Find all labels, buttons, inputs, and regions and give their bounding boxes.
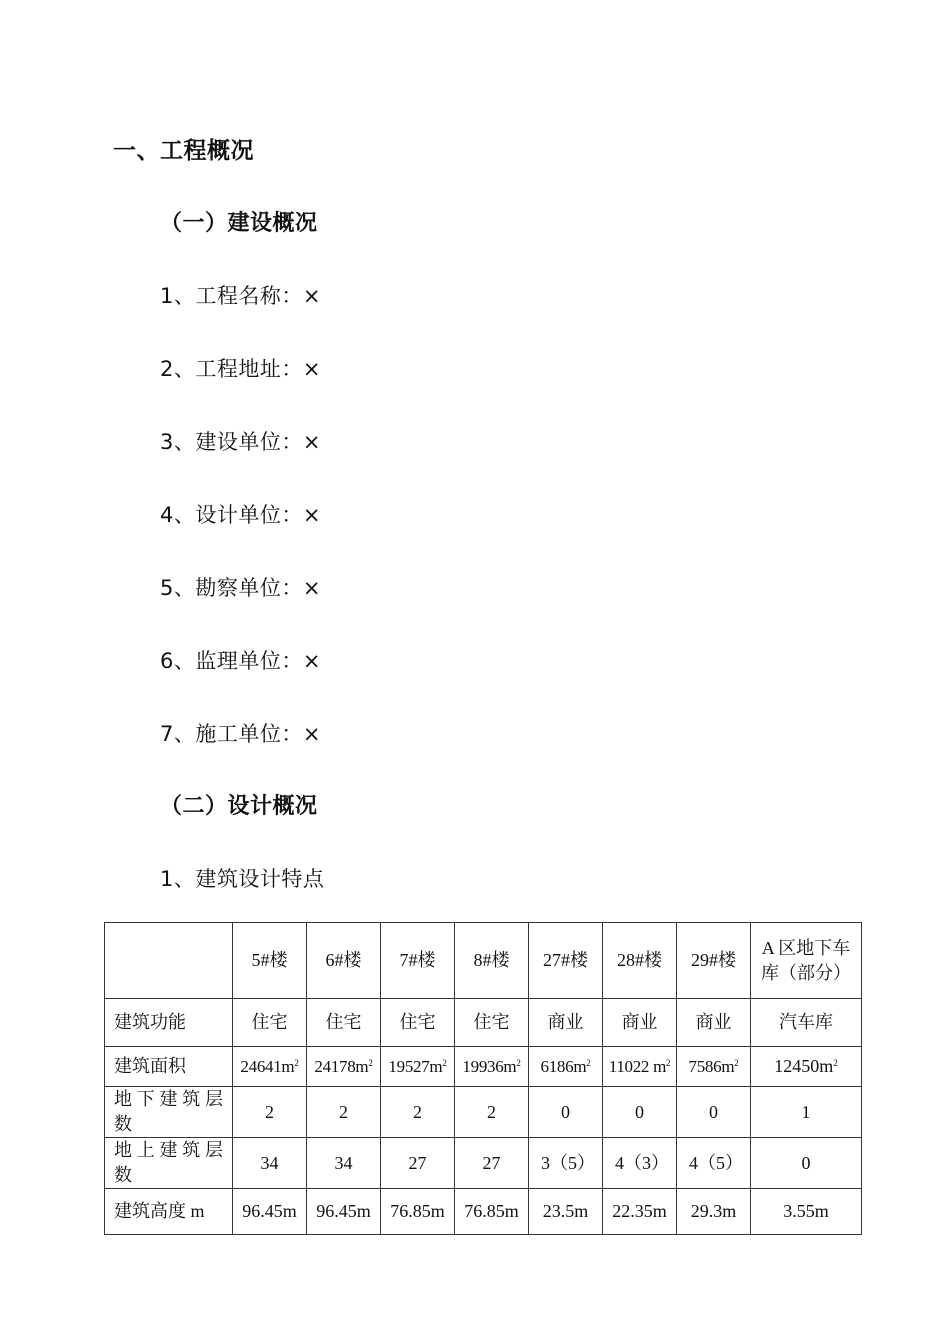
table-row	[105, 999, 862, 1047]
survey-unit-line: 5、勘察单位：×	[160, 576, 321, 600]
area-value: 12450m	[774, 1056, 834, 1076]
area-value: 24641m	[240, 1057, 295, 1076]
table-cell: 商业	[529, 999, 603, 1047]
area-value: 19936m	[462, 1057, 517, 1076]
project-address-line: 2、工程地址：×	[160, 357, 321, 381]
row-label: 建筑面积	[105, 1047, 233, 1087]
table-cell	[603, 1047, 677, 1087]
table-cell	[677, 1047, 751, 1087]
row-label: 地下建筑层数	[105, 1087, 233, 1138]
header-cell: 5#楼	[233, 923, 307, 999]
header-cell: 29#楼	[677, 923, 751, 999]
building-spec-table	[104, 922, 862, 1235]
area-unit-sup: 2	[516, 1058, 521, 1068]
area-unit-sup: 2	[833, 1058, 838, 1068]
table-cell: 2	[455, 1087, 529, 1138]
row-label: 建筑高度 m	[105, 1189, 233, 1235]
table-row	[105, 1189, 862, 1235]
table-cell	[751, 1047, 862, 1087]
table-cell: 3.55m	[751, 1189, 862, 1235]
area-value: 24178m	[314, 1057, 369, 1076]
table-cell: 汽车库	[751, 999, 862, 1047]
table-cell: 3（5）	[529, 1138, 603, 1189]
table-cell: 4（3）	[603, 1138, 677, 1189]
table-cell: 商业	[677, 999, 751, 1047]
area-value: 6186m	[540, 1057, 587, 1076]
table-cell: 27	[381, 1138, 455, 1189]
table-cell: 2	[381, 1087, 455, 1138]
owner-unit-line: 3、建设单位：×	[160, 430, 321, 454]
table-cell: 96.45m	[307, 1189, 381, 1235]
table-row	[105, 1138, 862, 1189]
table-cell: 住宅	[455, 999, 529, 1047]
row-label: 建筑功能	[105, 999, 233, 1047]
table-cell: 住宅	[233, 999, 307, 1047]
header-cell: 27#楼	[529, 923, 603, 999]
table-cell: 0	[529, 1087, 603, 1138]
table-cell	[381, 1047, 455, 1087]
section-heading-design: （二）设计概况	[160, 794, 318, 819]
area-value: 7586m	[688, 1057, 735, 1076]
table-cell	[529, 1047, 603, 1087]
header-cell-empty	[105, 923, 233, 999]
table-cell: 1	[751, 1087, 862, 1138]
table-cell	[233, 1047, 307, 1087]
subsection-heading-architecture: 1、建筑设计特点	[160, 867, 325, 891]
header-cell: A 区地下车库（部分）	[751, 923, 862, 999]
table-header-row	[105, 923, 862, 999]
area-unit-sup: 2	[734, 1058, 739, 1068]
table-cell	[307, 1047, 381, 1087]
table-cell: 27	[455, 1138, 529, 1189]
table-row	[105, 1087, 862, 1138]
table-cell: 2	[307, 1087, 381, 1138]
table-cell: 34	[233, 1138, 307, 1189]
header-cell: 6#楼	[307, 923, 381, 999]
area-unit-sup: 2	[442, 1058, 447, 1068]
area-value: 19527m	[388, 1057, 443, 1076]
design-unit-line: 4、设计单位：×	[160, 503, 321, 527]
construction-unit-line: 7、施工单位：×	[160, 722, 321, 746]
table-cell: 34	[307, 1138, 381, 1189]
section-heading-construction: （一）建设概况	[160, 211, 318, 236]
table-cell: 22.35m	[603, 1189, 677, 1235]
supervision-unit-line: 6、监理单位：×	[160, 649, 321, 673]
table-cell: 96.45m	[233, 1189, 307, 1235]
project-name-line: 1、工程名称：×	[160, 284, 321, 308]
table-cell: 76.85m	[381, 1189, 455, 1235]
area-unit-sup: 2	[586, 1058, 591, 1068]
table-cell: 2	[233, 1087, 307, 1138]
header-cell: 28#楼	[603, 923, 677, 999]
table-row	[105, 1047, 862, 1087]
table-cell: 0	[751, 1138, 862, 1189]
table-cell: 23.5m	[529, 1189, 603, 1235]
header-cell: 7#楼	[381, 923, 455, 999]
area-value: 11022 m	[608, 1057, 667, 1076]
row-label: 地上建筑层数	[105, 1138, 233, 1189]
table-cell: 4（5）	[677, 1138, 751, 1189]
table-cell: 0	[603, 1087, 677, 1138]
table-cell: 商业	[603, 999, 677, 1047]
table-cell: 76.85m	[455, 1189, 529, 1235]
area-unit-sup: 2	[294, 1058, 299, 1068]
table-cell: 住宅	[381, 999, 455, 1047]
chapter-heading: 一、工程概况	[113, 138, 254, 164]
table-cell: 29.3m	[677, 1189, 751, 1235]
table-cell: 住宅	[307, 999, 381, 1047]
header-cell: 8#楼	[455, 923, 529, 999]
area-unit-sup: 2	[666, 1058, 671, 1068]
table-cell: 0	[677, 1087, 751, 1138]
table-cell	[455, 1047, 529, 1087]
area-unit-sup: 2	[368, 1058, 373, 1068]
